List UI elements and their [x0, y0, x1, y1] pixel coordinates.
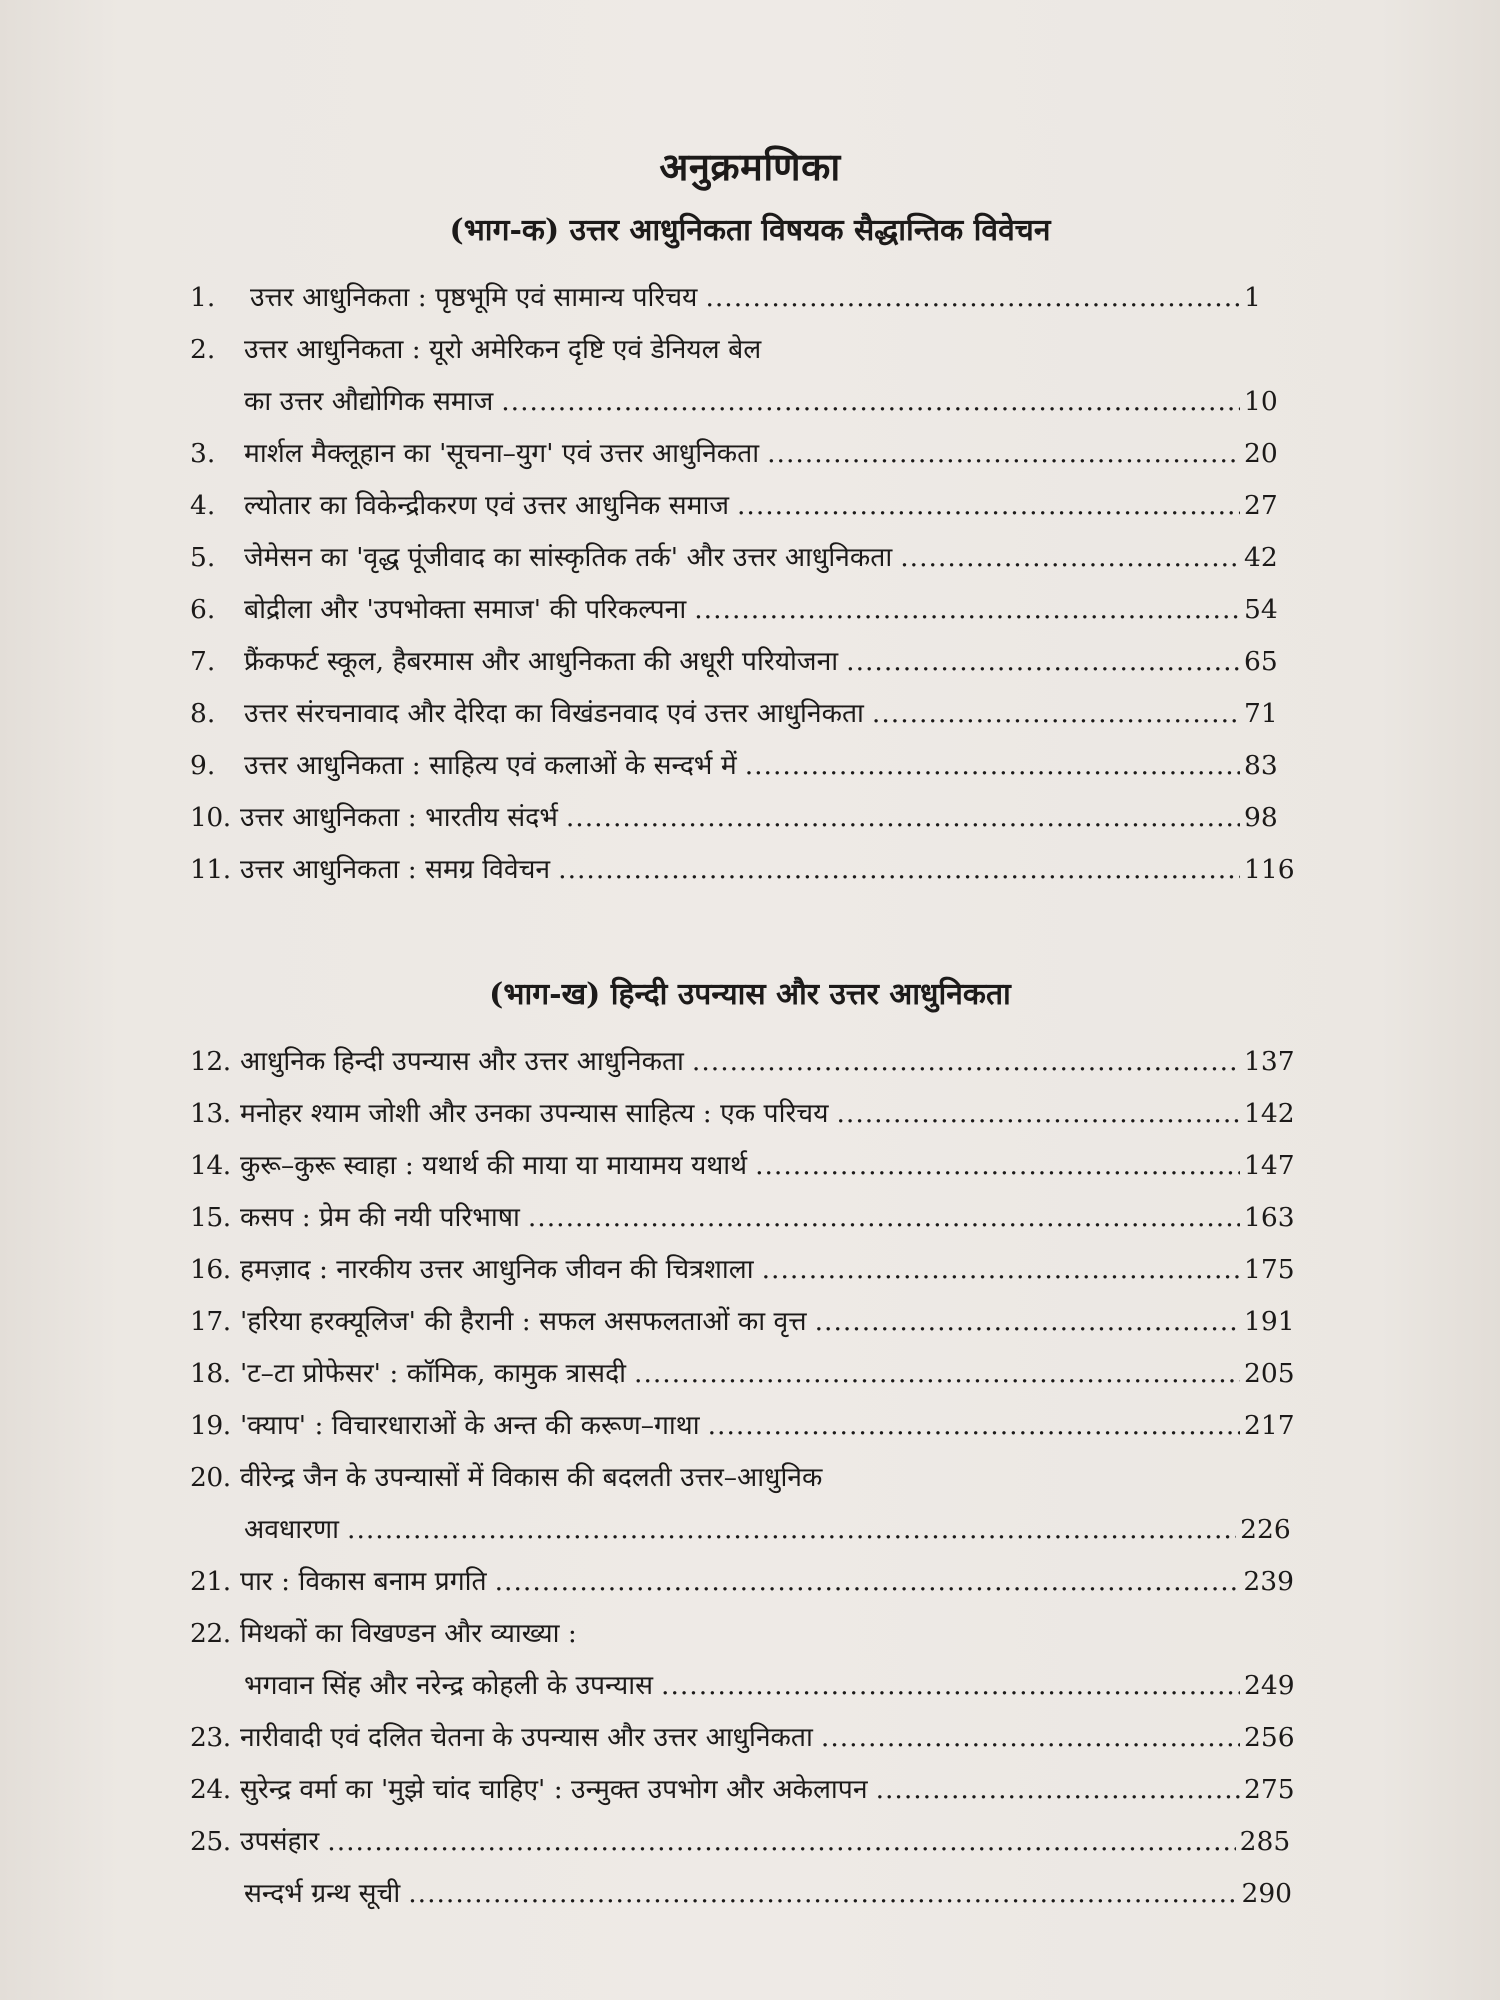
dot-leader	[708, 1400, 1240, 1452]
part-a-toc	[190, 272, 1295, 896]
dot-leader	[755, 1140, 1240, 1192]
entry-number: 13.	[190, 1098, 231, 1129]
dot-leader	[661, 1660, 1240, 1712]
page-number: 71	[1244, 698, 1278, 729]
page-number: 256	[1244, 1722, 1295, 1753]
entry-number: 17.	[190, 1306, 231, 1337]
dot-leader	[745, 740, 1240, 792]
page-number: 10	[1244, 386, 1278, 417]
dot-leader	[705, 272, 1240, 324]
toc-entry	[190, 1556, 1294, 1608]
entry-number: 9.	[190, 750, 216, 781]
entry-title: सन्दर्भ ग्रन्थ सूची	[244, 1878, 401, 1909]
dot-leader	[900, 532, 1240, 584]
page-number: 147	[1244, 1150, 1295, 1181]
entry-title: अवधारणा	[244, 1514, 340, 1545]
page-number: 27	[1244, 490, 1278, 521]
page-number: 249	[1244, 1670, 1295, 1701]
entry-title: मिथकों का विखण्डन और व्याख्या :	[240, 1618, 577, 1649]
dot-leader	[876, 1764, 1240, 1816]
dot-leader	[692, 1036, 1240, 1088]
page-number: 285	[1239, 1826, 1291, 1857]
toc-entry	[190, 1400, 1295, 1452]
entry-number: 23.	[190, 1722, 231, 1753]
page-number: 163	[1244, 1202, 1295, 1233]
entry-title: उपसंहार	[240, 1826, 320, 1857]
dot-leader	[737, 480, 1240, 532]
toc-entry	[190, 1712, 1295, 1764]
dot-leader	[762, 1244, 1240, 1296]
dot-leader	[872, 688, 1240, 740]
dot-leader	[327, 1816, 1235, 1868]
dot-leader	[846, 636, 1240, 688]
entry-number: 2.	[190, 334, 216, 365]
toc-entry	[190, 532, 1278, 584]
entry-title: उत्तर आधुनिकता : समग्र विवेचन	[240, 854, 551, 885]
entry-number: 19.	[190, 1410, 231, 1441]
dot-leader	[528, 1192, 1240, 1244]
entry-title: उत्तर आधुनिकता : यूरो अमेरिकन दृष्टि एवं डेनियल बेल	[244, 334, 762, 365]
page-number: 42	[1244, 542, 1278, 573]
toc-entry	[190, 1348, 1295, 1400]
entry-number: 10.	[190, 802, 231, 833]
page-number: 98	[1244, 802, 1278, 833]
dot-leader	[566, 792, 1240, 844]
toc-entry	[190, 636, 1278, 688]
entry-title: कुरू–कुरू स्वाहा : यथार्थ की माया या मायामय यथार्थ	[240, 1150, 748, 1181]
entry-title: ल्योतार का विकेन्द्रीकरण एवं उत्तर आधुनिक समाज	[244, 490, 729, 521]
dot-leader	[694, 584, 1240, 636]
entry-title: उत्तर संरचनावाद और देरिदा का विखंडनवाद एवं उत्तर आधुनिकता	[244, 698, 864, 729]
page-number: 290	[1241, 1878, 1293, 1909]
entry-title: उत्तर आधुनिकता : पृष्ठभूमि एवं सामान्य परिचय	[250, 282, 698, 313]
page-number: 226	[1240, 1514, 1291, 1545]
page-number: 83	[1244, 750, 1278, 781]
entry-title: फ्रैंकफर्ट स्कूल, हैबरमास और आधुनिकता की अधूरी परियोजना	[244, 646, 839, 677]
page-number: 1	[1244, 282, 1261, 313]
page-number: 116	[1244, 854, 1295, 885]
entry-number: 1.	[190, 282, 216, 313]
part-b-heading: (भाग-ख) हिन्दी उपन्यास और उत्तर आधुनिकता	[489, 977, 1011, 1012]
entry-number: 3.	[190, 438, 216, 469]
entry-number: 4.	[190, 490, 216, 521]
toc-entry	[190, 844, 1295, 896]
part-b-toc	[190, 1036, 1295, 1920]
toc-entry	[190, 1608, 1295, 1712]
dot-leader	[767, 428, 1240, 480]
dot-leader	[495, 1556, 1240, 1608]
toc-entry	[190, 1192, 1295, 1244]
page-number: 20	[1244, 438, 1278, 469]
toc-entry	[190, 324, 1278, 428]
toc-entry	[190, 740, 1278, 792]
toc-entry	[190, 428, 1278, 480]
page-number: 54	[1244, 594, 1278, 625]
dot-leader	[501, 376, 1240, 428]
toc-entry	[190, 1764, 1295, 1816]
entry-title: वीरेन्द्र जैन के उपन्यासों में विकास की बदलती उत्तर–आधुनिक	[240, 1462, 823, 1493]
entry-title: कसप : प्रेम की नयी परिभाषा	[240, 1202, 520, 1233]
page-number: 217	[1244, 1410, 1295, 1441]
toc-entry	[190, 272, 1260, 324]
entry-number: 7.	[190, 646, 216, 677]
toc-entry	[190, 688, 1278, 740]
entry-title: जेमेसन का 'वृद्ध पूंजीवाद का सांस्कृतिक तर्क' और उत्तर आधुनिकता	[244, 542, 893, 573]
entry-title: पार : विकास बनाम प्रगति	[240, 1566, 487, 1597]
entry-number: 16.	[190, 1254, 231, 1285]
entry-number: 25.	[190, 1826, 231, 1857]
entry-title: 'क्याप' : विचारधाराओं के अन्त की करूण–गाथा	[240, 1410, 700, 1441]
toc-entry	[190, 1088, 1295, 1140]
dot-leader	[634, 1348, 1240, 1400]
entry-number: 14.	[190, 1150, 231, 1181]
toc-entry	[190, 1816, 1291, 1868]
page-number: 65	[1244, 646, 1278, 677]
part-a-heading: (भाग-क) उत्तर आधुनिकता विषयक सैद्धान्तिक विवेचन	[449, 213, 1051, 248]
dot-leader	[815, 1296, 1240, 1348]
entry-number: 5.	[190, 542, 216, 573]
entry-number: 15.	[190, 1202, 231, 1233]
entry-title: मार्शल मैक्लूहान का 'सूचना–युग' एवं उत्तर आधुनिकता	[244, 438, 760, 469]
dot-leader	[558, 844, 1240, 896]
entry-number: 11.	[190, 854, 231, 885]
entry-title: बोद्रीला और 'उपभोक्ता समाज' की परिकल्पना	[244, 594, 687, 625]
entry-title: 'हरिया हरक्यूलिज' की हैरानी : सफल असफलताओं का वृत्त	[240, 1306, 807, 1337]
page-number: 175	[1244, 1254, 1295, 1285]
entry-number: 12.	[190, 1046, 231, 1077]
entry-number: 24.	[190, 1774, 231, 1805]
dot-leader	[347, 1504, 1236, 1556]
toc-entry	[190, 1296, 1295, 1348]
entry-title: उत्तर आधुनिकता : साहित्य एवं कलाओं के सन्दर्भ में	[244, 750, 737, 781]
toc-entry	[190, 1868, 1293, 1920]
page-number: 205	[1244, 1358, 1295, 1389]
page-number: 191	[1244, 1306, 1295, 1337]
entry-number: 8.	[190, 698, 216, 729]
entry-title: मनोहर श्याम जोशी और उनका उपन्यास साहित्य : एक परिचय	[240, 1098, 829, 1129]
toc-entry	[190, 1244, 1295, 1296]
toc-entry	[190, 584, 1278, 636]
entry-number: 6.	[190, 594, 216, 625]
entry-title: सुरेन्द्र वर्मा का 'मुझे चांद चाहिए' : उन्मुक्त उपभोग और अकेलापन	[240, 1774, 868, 1805]
entry-number: 18.	[190, 1358, 231, 1389]
entry-title: का उत्तर औद्योगिक समाज	[244, 386, 494, 417]
page-number: 275	[1244, 1774, 1295, 1805]
page-number: 137	[1244, 1046, 1295, 1077]
entry-title: हमज़ाद : नारकीय उत्तर आधुनिक जीवन की चित्रशाला	[240, 1254, 754, 1285]
toc-entry	[190, 792, 1278, 844]
entry-title: आधुनिक हिन्दी उपन्यास और उत्तर आधुनिकता	[240, 1046, 684, 1077]
dot-leader	[821, 1712, 1240, 1764]
entry-number: 21.	[190, 1566, 231, 1597]
page-number: 142	[1244, 1098, 1295, 1129]
entry-number: 20.	[190, 1462, 231, 1493]
entry-title: नारीवादी एवं दलित चेतना के उपन्यास और उत्तर आधुनिकता	[240, 1722, 813, 1753]
dot-leader	[408, 1868, 1237, 1920]
toc-entry	[190, 1140, 1295, 1192]
toc-entry	[190, 1036, 1295, 1088]
entry-number: 22.	[190, 1618, 231, 1649]
toc-entry	[190, 480, 1278, 532]
page-title: अनुक्रमणिका	[659, 144, 841, 189]
dot-leader	[836, 1088, 1240, 1140]
entry-title: 'ट–टा प्रोफेसर' : कॉमिक, कामुक त्रासदी	[240, 1358, 627, 1389]
toc-entry	[190, 1452, 1291, 1556]
entry-title: भगवान सिंह और नरेन्द्र कोहली के उपन्यास	[244, 1670, 654, 1701]
entry-title: उत्तर आधुनिकता : भारतीय संदर्भ	[240, 802, 558, 833]
page-number: 239	[1243, 1566, 1294, 1597]
